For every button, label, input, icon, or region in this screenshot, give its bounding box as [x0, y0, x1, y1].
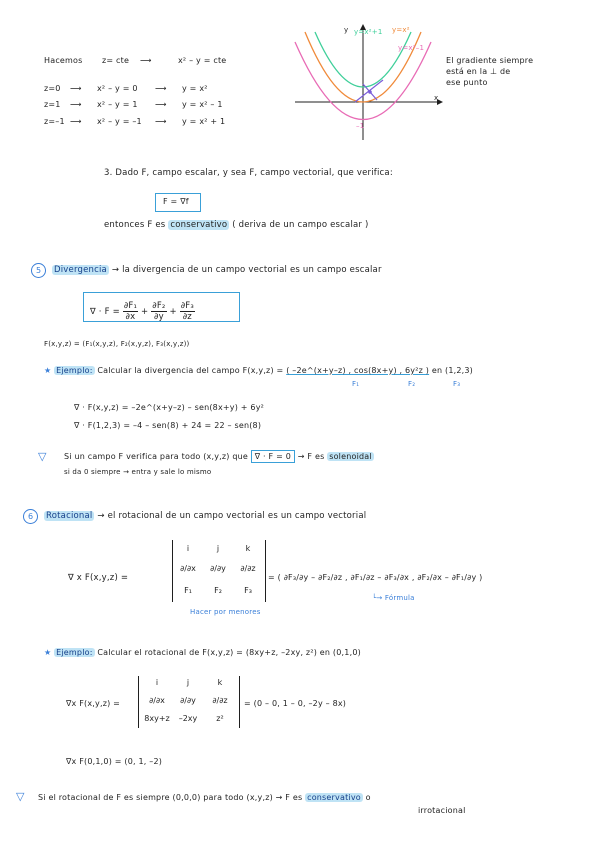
item3-then-suffix: ( deriva de un campo escalar ) [232, 220, 369, 230]
det-F3: F₃ [244, 586, 252, 595]
div-frac-1: $\frac{\text{∂F₁}}{\partial x}$ [123, 301, 138, 322]
star-icon: ★ [44, 648, 52, 657]
div-example-field: ( –2e^(x+y–z) , cos(8x+y) , 6y²z ) [286, 366, 430, 375]
note-line1: El gradiente siempre [446, 56, 534, 65]
curve-label-neg: –1 [356, 122, 365, 130]
div-note-prefix: Si un campo F verifica para todo (x,y,z) que [64, 452, 249, 461]
triangle-icon: ▽ [38, 450, 47, 463]
ex-det-dy: ∂/∂y [180, 696, 196, 705]
arrow-icon: ⟶ [155, 100, 167, 109]
rot-final-line2: irrotacional [418, 806, 466, 815]
div-frac-3: $\frac{\text{∂F₃}}{\partial z}$ [180, 301, 194, 322]
graph-y-label: y [344, 26, 349, 34]
ex-det-e2: –2xy [178, 714, 198, 723]
components: F(x,y,z) = (F₁(x,y,z), F₂(x,y,z), F₃(x,y,z)) [44, 340, 190, 348]
rot-determinant [172, 540, 266, 602]
section-badge-6: 6 [23, 509, 38, 524]
z-cte: z= cte [102, 56, 130, 65]
arrow-icon: ⟶ [140, 56, 152, 65]
hacer-menores: Hacer por menores [190, 608, 261, 616]
rot-final-highlight: conservativo [307, 793, 361, 802]
div-example-label: Ejemplo: [56, 366, 93, 375]
ex-det-e1: 8xy+z [144, 714, 170, 723]
arrow-icon: ⟶ [155, 84, 167, 93]
det-dx: ∂/∂x [180, 564, 196, 573]
det-F2: F₂ [214, 586, 222, 595]
p2-label: F₂ [408, 380, 416, 388]
ex-det-k: k [217, 678, 223, 687]
div-note-box: ∇ · F = 0 [251, 450, 295, 463]
plus-1: + [141, 307, 149, 317]
arrow-icon: ⟶ [70, 117, 82, 126]
div-note-highlight: solenoidal [329, 452, 372, 461]
section-badge-5: 5 [31, 263, 46, 278]
det-F1: F₁ [184, 586, 192, 595]
rot-ex-determinant [138, 676, 240, 728]
row1-res: y = x² [182, 84, 208, 93]
formula-label-text: Fórmula [384, 594, 415, 602]
rot-ex-lhs: ∇x F(x,y,z) = [66, 699, 121, 708]
item3-then-prefix: entonces F es [104, 220, 166, 230]
item3-then [104, 220, 369, 230]
rotacional-title-row [44, 511, 366, 521]
ex-det-dz: ∂/∂z [212, 696, 228, 705]
hacemos-label: Hacemos [44, 56, 83, 65]
row1-z: z=0 [44, 84, 61, 93]
parabola-graph [285, 22, 445, 142]
div-note-arrow: → F es [297, 452, 325, 461]
star-icon: ★ [44, 366, 52, 375]
rotacional-desc: → el rotacional de un campo vectorial es un campo vectorial [97, 511, 367, 521]
item3-highlight: conservativo [170, 220, 228, 230]
row3-res: y = x² + 1 [182, 117, 226, 126]
rot-example-label: Ejemplo: [56, 648, 93, 657]
rot-example [44, 648, 361, 657]
det-dz: ∂/∂z [240, 564, 256, 573]
det-i: i [186, 544, 190, 553]
triangle-icon: ▽ [16, 790, 25, 803]
p1-label: F₁ [352, 380, 360, 388]
curve-label-3: y=x²–1 [398, 44, 425, 52]
arrow-icon: ⟶ [155, 117, 167, 126]
div-calc1: ∇ · F(x,y,z) = –2e^(x+y–z) – sen(8x+y) + 6y² [74, 403, 265, 412]
div-example-text: Calcular la divergencia del campo F(x,y,z) = [97, 366, 284, 375]
div-formula [90, 301, 195, 322]
item3-box [155, 193, 201, 212]
rot-result: = ( ∂F₃/∂y – ∂F₂/∂z , ∂F₁/∂z – ∂F₃/∂x , ∂F₂/∂x – ∂F₁/∂y ) [268, 573, 483, 582]
divergencia-title: Divergencia [54, 265, 107, 275]
curve-label-1: y=x²+1 [354, 28, 383, 36]
x2y-cte: x² – y = cte [178, 56, 227, 65]
corner-arrow-icon: └→ [372, 594, 383, 602]
row2-eq: x² – y = 1 [97, 100, 138, 109]
note-line2: está en la ⊥ de [446, 67, 511, 76]
div-example-point: en (1,2,3) [431, 366, 473, 375]
rot-example-text: Calcular el rotacional de F(x,y,z) = (8xy+z, –2xy, z²) en (0,1,0) [97, 648, 361, 657]
row1-eq: x² – y = 0 [97, 84, 138, 93]
formula-label [372, 594, 415, 602]
det-j: j [216, 544, 220, 553]
det-dy: ∂/∂y [210, 564, 226, 573]
div-calc2: ∇ · F(1,2,3) = –4 – sen(8) + 24 = 22 – sen(8) [74, 421, 262, 430]
arrow-icon: ⟶ [70, 100, 82, 109]
ex-det-i: i [155, 678, 159, 687]
divergencia-formula-box [83, 292, 240, 322]
row2-z: z=1 [44, 100, 61, 109]
rot-ex-result: = (0 – 0, 1 – 0, –2y – 8x) [244, 699, 347, 708]
div-note [64, 452, 374, 461]
ex-det-e3: z² [216, 714, 224, 723]
graph-x-label: x [434, 94, 439, 102]
rot-final-or: o [365, 793, 371, 802]
rot-final [38, 793, 371, 802]
divergencia-desc: → la divergencia de un campo vectorial es un campo escalar [111, 265, 382, 275]
note-line3: ese punto [446, 78, 488, 87]
div-note-line2: si da 0 siempre → entra y sale lo mismo [64, 468, 212, 476]
div-example [44, 366, 473, 375]
row3-z: z=–1 [44, 117, 65, 126]
row3-eq: x² – y = –1 [97, 117, 142, 126]
rot-ex-point: ∇x F(0,1,0) = (0, 1, –2) [66, 757, 163, 766]
rot-lhs: ∇ x F(x,y,z) = [68, 573, 129, 583]
curve-label-2: y=x² [392, 26, 410, 34]
rot-final-prefix: Si el rotacional de F es siempre (0,0,0) para todo (x,y,z) → F es [38, 793, 303, 802]
arrow-icon: ⟶ [70, 84, 82, 93]
item3-text: 3. Dado F, campo escalar, y sea F, campo vectorial, que verifica: [104, 168, 393, 178]
ex-det-dx: ∂/∂x [149, 696, 165, 705]
ex-det-j: j [186, 678, 190, 687]
plus-2: + [169, 307, 177, 317]
p3-label: F₃ [453, 380, 461, 388]
divergencia-title-row [52, 265, 382, 275]
item3-boxed: F = ∇f [163, 197, 189, 206]
row2-res: y = x² – 1 [182, 100, 223, 109]
det-k: k [245, 544, 251, 553]
div-frac-2: $\frac{\text{∂F₂}}{\partial y}$ [152, 301, 166, 322]
rotacional-title: Rotacional [46, 511, 93, 521]
div-lhs: ∇ · F = [90, 307, 120, 317]
